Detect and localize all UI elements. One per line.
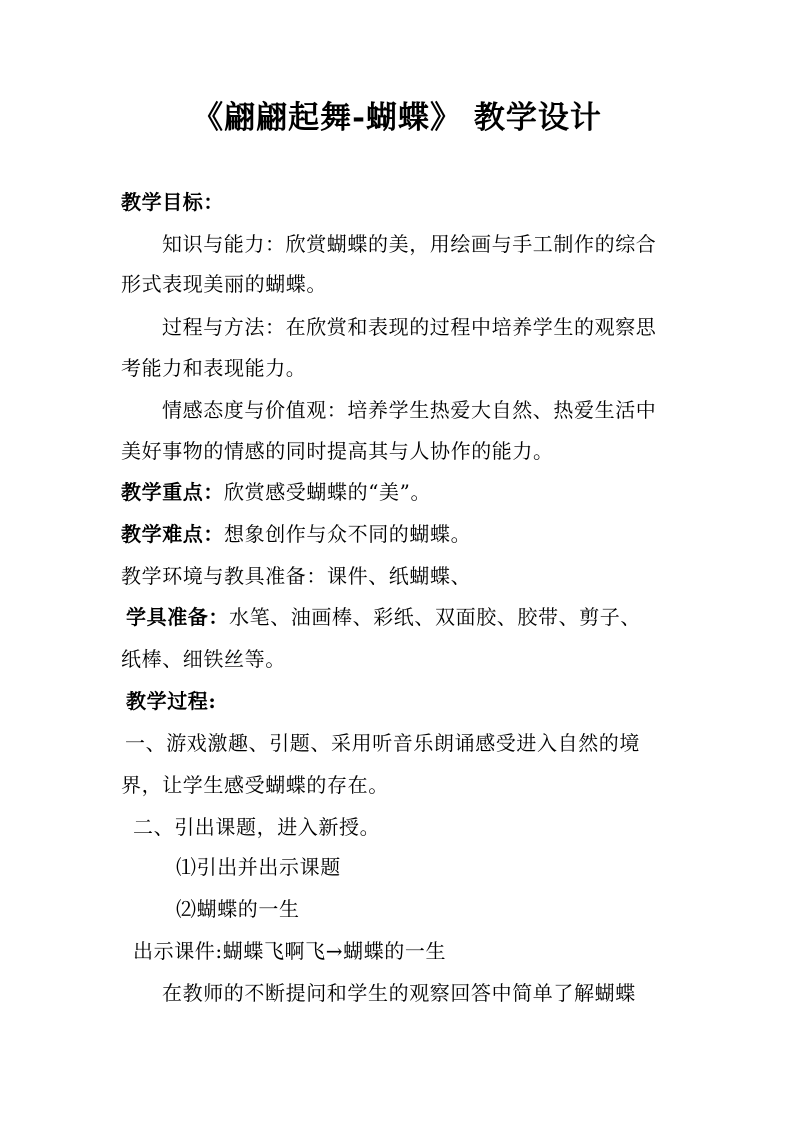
process-heading: 教学过程:	[126, 689, 217, 713]
environment-line: 教学环境与教具准备：课件、纸蝴蝶、	[121, 564, 472, 588]
tools-line-2: 纸棒、细铁丝等。	[121, 647, 286, 671]
courseware-line: 出示课件:蝴蝶飞啊飞→蝴蝶的一生	[133, 939, 447, 963]
step-1-line-1: 一、游戏激趣、引题、采用听音乐朗诵感受进入自然的境	[125, 731, 640, 755]
step-2-line: 二、引出课题，进入新授。	[133, 815, 381, 839]
emotion-line-1: 情感态度与价值观：培养学生热爱大自然、热爱生活中	[162, 398, 657, 422]
last-line: 在教师的不断提问和学生的观察回答中简单了解蝴蝶	[162, 981, 636, 1005]
tools-text: 水笔、油画棒、彩纸、双面胶、胶带、剪子、	[229, 605, 641, 629]
tools-label: 学具准备：	[126, 605, 229, 629]
key-point-label: 教学重点：	[121, 480, 224, 504]
process-method-line-1: 过程与方法：在欣赏和表现的过程中培养学生的观察思	[162, 315, 657, 339]
emotion-line-2: 美好事物的情感的同时提高其与人协作的能力。	[121, 439, 554, 463]
key-point-line	[121, 478, 431, 506]
difficulty-line	[121, 520, 471, 548]
step-1-line-2: 界，让学生感受蝴蝶的存在。	[121, 773, 389, 797]
process-method-line-2: 考能力和表现能力。	[121, 356, 307, 380]
knowledge-line-1: 知识与能力：欣赏蝴蝶的美，用绘画与手工制作的综合	[162, 232, 657, 256]
sub-item-2: ⑵蝴蝶的一生	[176, 897, 300, 921]
objectives-heading: 教学目标：	[121, 190, 224, 214]
tools-line	[126, 603, 641, 631]
knowledge-line-2: 形式表现美丽的蝴蝶。	[121, 272, 327, 296]
document-title: 《翩翩起舞-蝴蝶》 教学设计	[192, 100, 602, 136]
difficulty-text: 想象创作与众不同的蝴蝶。	[224, 522, 472, 546]
sub-item-1: ⑴引出并出示课题	[176, 855, 341, 879]
difficulty-label: 教学难点：	[121, 522, 224, 546]
key-point-text: 欣赏感受蝴蝶的“美”。	[224, 480, 432, 504]
